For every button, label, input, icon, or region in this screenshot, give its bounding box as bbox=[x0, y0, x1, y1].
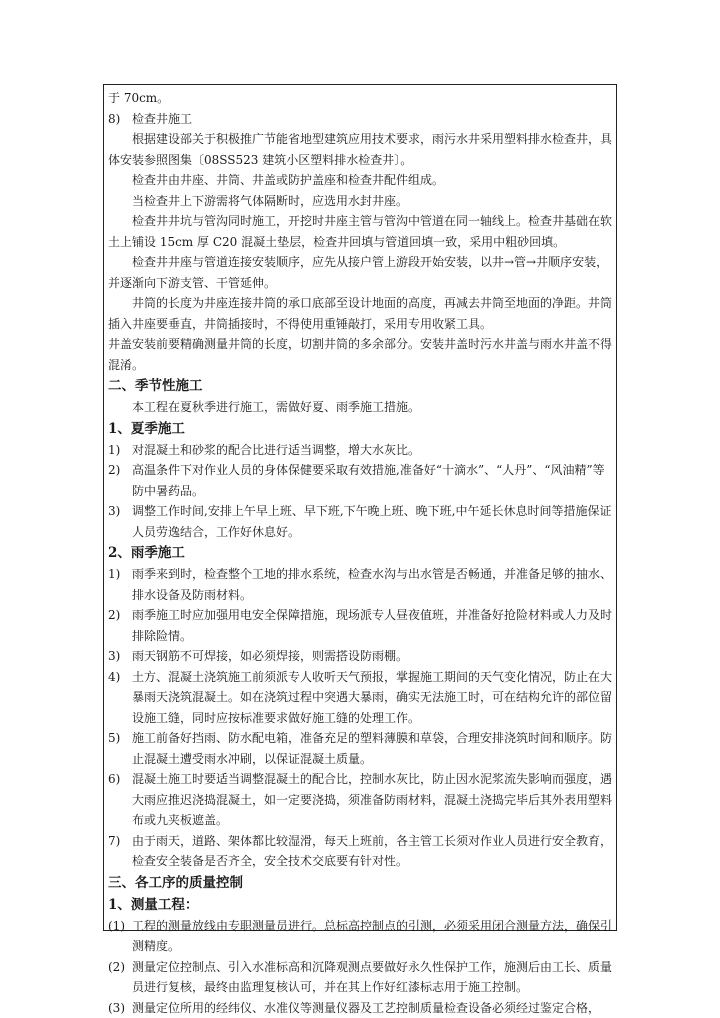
list-text: 由于雨天，道路、架体都比较湿滑，每天上班前，各主管工长须对作业人员进行安全教育，检查安全装备是否齐全，安全技术交底要有针对性。 bbox=[132, 833, 613, 868]
paragraph: 检查井井座与管道连接安装顺序，应先从接户管上游段开始安装，以井→管→井顺序安装，并逐渐向下游支管、干管延伸。 bbox=[108, 255, 609, 290]
rain-list bbox=[108, 564, 614, 872]
paragraph: 本工程在夏秋季进行施工，需做好夏、雨季施工措施。 bbox=[132, 400, 421, 414]
paragraph: 井筒的长度为井座连接井筒的承口底部至设计地面的高度，再减去井筒至地面的净距。井筒插入井座要垂直，井筒插接时，不得使用重锤敲打，采用专用收紧工具。 bbox=[108, 296, 613, 331]
list-item bbox=[108, 831, 614, 872]
list-number: (3) bbox=[108, 1000, 125, 1015]
document-body bbox=[108, 88, 614, 1018]
list-text: 雨天钢筋不可焊接，如必须焊接，则需搭设防雨棚。 bbox=[132, 649, 409, 663]
subsection-heading: 1、夏季施工 bbox=[108, 420, 185, 437]
list-number: (1) bbox=[108, 918, 125, 933]
paragraph: 检查井由井座、井筒、井盖或防护盖座和检查井配件组成。 bbox=[132, 173, 445, 187]
list-text: 调整工作时间,安排上午早上班、早下班,下午晚上班、晚下班,中午延长休息时间等措施保证人员劳逸结合，工作好休息好。 bbox=[132, 504, 612, 539]
list-number: 6) bbox=[108, 772, 121, 786]
list-number: 4) bbox=[108, 669, 121, 684]
list-item bbox=[108, 501, 614, 542]
list-item bbox=[108, 998, 614, 1018]
list-text: 土方、混凝土浇筑施工前须派专人收听天气预报，掌握施工期间的天气变化情况，防止在大暴雨天浇筑混凝土。如在浇筑过程中突遇大暴雨，确实无法施工时，可在结构允许的部位留设施工缝，同时应按标准要求做好施工缝的处理工作。 bbox=[132, 669, 613, 725]
list-item bbox=[108, 916, 614, 957]
list-number: 3) bbox=[108, 504, 121, 518]
list-item bbox=[108, 957, 614, 998]
paragraph: 当检查井上下游需将气体隔断时，应选用水封井座。 bbox=[132, 193, 409, 208]
list-text: 测量定位控制点、引入水准标高和沉降观测点要做好永久性保护工作，施测后由工长、质量员进行复核，最终由监理复核认可，并在其上作好红漆标志用于施工控制。 bbox=[132, 959, 613, 994]
section-heading: 二、季节性施工 bbox=[108, 378, 203, 394]
list-text: 高温条件下对作业人员的身体保健要采取有效措施,准备好“十滴水”、“人丹”、“风油精”等防中暑药品。 bbox=[132, 463, 605, 498]
list-number: 5) bbox=[108, 731, 121, 745]
list-number: 2) bbox=[108, 608, 121, 622]
item-number: 8) bbox=[108, 111, 121, 126]
list-text: 雨季来到时，检查整个工地的排水系统，检查水沟与出水管是否畅通，并准备足够的抽水、排水设备及防雨材料。 bbox=[132, 567, 613, 602]
list-number: (2) bbox=[108, 959, 125, 974]
list-text: 工程的测量放线由专职测量员进行。总标高控制点的引测，必须采用闭合测量方法，确保引测精度。 bbox=[132, 918, 613, 953]
list-text: 混凝土施工时要适当调整混凝土的配合比，控制水灰比，防止因水泥浆流失影响而强度，遇大雨应推迟浇捣混凝土，如一定要浇捣，须准备防雨材料，混凝土浇捣完毕后其外表用塑料布或九夹板遮盖。 bbox=[132, 772, 613, 827]
item-8 bbox=[108, 109, 614, 130]
list-number: 7) bbox=[108, 833, 121, 848]
list-number: 1) bbox=[108, 567, 121, 581]
list-number: 2) bbox=[108, 463, 121, 477]
section-heading: 三、各工序的质量控制 bbox=[108, 874, 243, 891]
paragraph: 井盖安装前要精确测量井筒的长度，切割井筒的多余部分。安装井盖时污水井盖与雨水井盖不得混淆。 bbox=[108, 337, 613, 372]
list-item bbox=[108, 440, 614, 461]
item-title: 检查井施工 bbox=[132, 111, 193, 126]
list-item bbox=[108, 667, 614, 729]
list-number: 3) bbox=[108, 649, 121, 663]
list-text: 施工前备好挡雨、防水配电箱，准备充足的塑料薄膜和草袋，合理安排浇筑时间和顺序。防止混凝土遭受雨水冲刷，以保证混凝土质量。 bbox=[132, 731, 613, 766]
list-item bbox=[108, 564, 614, 605]
measure-list bbox=[108, 916, 614, 1018]
opening-line: 于 70cm。 bbox=[108, 91, 170, 105]
subsection-heading: 2、雨季施工 bbox=[108, 545, 185, 561]
list-item bbox=[108, 769, 614, 831]
paragraph: 检查井井坑与管沟同时施工，开挖时井座主管与管沟中管道在同一轴线上。检查井基础在软土上铺设 15cm 厚 C20 混凝土垫层，检查井回填与管道回填一致，采用中粗砂回填。 bbox=[108, 214, 613, 249]
list-item bbox=[108, 460, 614, 501]
list-text: 对混凝土和砂浆的配合比进行适当调整，增大水灰比。 bbox=[132, 442, 421, 457]
list-item bbox=[108, 728, 614, 769]
subsection-heading: 1、测量工程： bbox=[108, 896, 199, 913]
summer-list bbox=[108, 440, 614, 543]
list-text: 雨季施工时应加强用电安全保障措施，现场派专人昼夜值班，并准备好抢险材料或人力及时排除险情。 bbox=[132, 608, 613, 643]
paragraph: 根据建设部关于积极推广节能省地型建筑应用技术要求，雨污水井采用塑料排水检查井，具体安装参照图集〔08SS523 建筑小区塑料排水检查井〕。 bbox=[108, 132, 613, 167]
list-text: 测量定位所用的经纬仪、水准仪等测量仪器及工艺控制质量检查设备必须经过鉴定合格， bbox=[132, 1000, 601, 1015]
list-number: 1) bbox=[108, 442, 121, 457]
list-item bbox=[108, 646, 614, 667]
list-item bbox=[108, 605, 614, 646]
